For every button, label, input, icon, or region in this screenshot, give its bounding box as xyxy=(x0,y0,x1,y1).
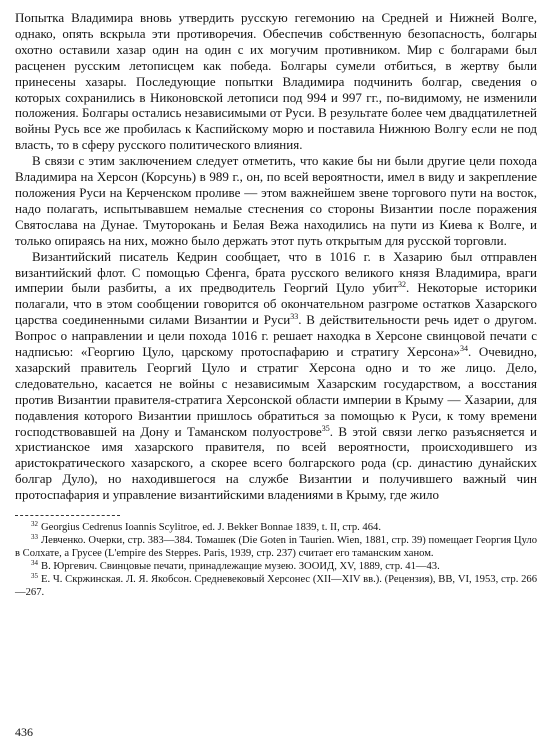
text-run: В связи с этим заключением следует отметить, что какие бы ни были другие цели похода Владимира на Херсон (Корсунь) в 989 г., он, по всей вероятности, имел в виду и закрепление положения Руси на Керченском проливе — этом важнейшем звене торгового пути на восток, надо полагать, испытывавшем немалые стеснения со стороны Византии после поражения Святослава на Дунае. Тмуторокань и Белая Вежа находились на пути из Киева к Волге, и только опираясь на них, можно было держать этот путь открытым для русской торговли. xyxy=(15,153,537,248)
text-run: Византийский писатель Кедрин сообщает, что в 1016 г. в Хазарию был отправлен византийский флот. С помощью Сфенга, брата русского великого князя Владимира, враги империи были разбиты, а их предводитель Георгий Цуло убит xyxy=(15,248,537,296)
book-page xyxy=(15,10,537,600)
text-run: . В этой связи легко разъясняется и христианское имя хазарского правителя, по всей вероятности, происходившего из аристократического хазарского, а скорее всего болгарского рода (ср. династию дунайских болгар Дуло), но находившегося на службе Византии и получившего важный чин протоспафария и управление византийскими владениями в Крыму, где жило xyxy=(15,423,537,503)
paragraph xyxy=(15,249,537,504)
footnote-ref: 33 xyxy=(290,312,299,322)
footnote-text: В. Юргевич. Свинцовые печати, принадлежащие музею. ЗООИД, XV, 1889, стр. 41—43. xyxy=(41,560,440,572)
text-run: Попытка Владимира вновь утвердить русскую гегемонию на Средней и Нижней Волге, однако, опять вскрыла эти противоречия. Обеспечив собственную безопасность, болгары охотно оставили хазар один на один с их могучим противником. Мир с болгарами был расценен русским летописцем как победа. Болгары сумели отбиться, в жертву были принесены хазары. Последующие попытки Владимира подчинить болгар, сведения о которых сохранились в Никоновской летописи под 994 и 997 гг., по-видимому, не изменили положения. Болгары остались независимыми от Руси. В результате более чем двадцатилетней войны Русь все же пробилась к Каспийскому морю и поставила Нижнюю Волгу если не под власть, то в сферу русского политического влияния. xyxy=(15,10,537,153)
page-number: 436 xyxy=(15,725,33,739)
footnote xyxy=(15,535,537,560)
text-run: . Некоторые историки полагали, что в этом сообщении говорится об окончательном разгроме остатков Хазарского царства соединенными силами Византии и Руси xyxy=(15,280,538,328)
footnote-number: 33 xyxy=(31,533,38,542)
paragraph xyxy=(15,10,537,153)
footnote-text: Georgius Cedrenus Ioannis Scylitroe, ed. J. Bekker Bonnae 1839, t. II, стр. 464. xyxy=(41,522,381,534)
footnote xyxy=(15,522,537,534)
footnote-number: 34 xyxy=(31,558,38,567)
footnote-text: Левченко. Очерки, стр. 383—384. Томашек (Die Goten in Taurien. Wien, 1881, стр. 39) помещает Георгия Цуло в Солхате, а Грусее (L'empire des Steppes. Paris, 1939, стр. 237) считает его таманским ханом. xyxy=(15,535,537,559)
footnote xyxy=(15,558,537,573)
footnote xyxy=(15,574,537,599)
main-text xyxy=(15,10,537,503)
text-run: . Очевидно, хазарский правитель Георгий Цуло и стратиг Херсона одно и то же лицо. Дело, следовательно, касается не войны с независимым Хазарским государством, а восстания против Византии правителя-стратига Херсонской области империи в Крыму — Хазарии, для подавления которого Византии пришлось обратиться за помощью к Руси, к тому времени господствовавшей на Дону и Таманском полуострове xyxy=(15,344,537,439)
footnote-separator xyxy=(15,515,120,516)
paragraph xyxy=(15,153,537,248)
footnote-number: 35 xyxy=(31,572,38,581)
footnote-ref: 34 xyxy=(459,344,468,354)
footnote-number: 32 xyxy=(31,520,38,529)
footnote-ref: 35 xyxy=(321,423,330,433)
footnotes xyxy=(15,522,537,599)
text-run: . В действительности речь идет о другом. Вопрос о направлении и цели похода 1016 г. решает находка в Херсоне свинцовой печати с надписью: «Георгию Цуло, царскому протоспафарию и стратигу Херсона» xyxy=(15,312,537,360)
footnote-text: Е. Ч. Скржинская. Л. Я. Якобсон. Средневековый Херсонес (XII—XIV вв.). (Рецензия), ВВ, VI, 1953, стр. 266—267. xyxy=(15,574,537,598)
footnote-ref: 32 xyxy=(398,280,407,290)
